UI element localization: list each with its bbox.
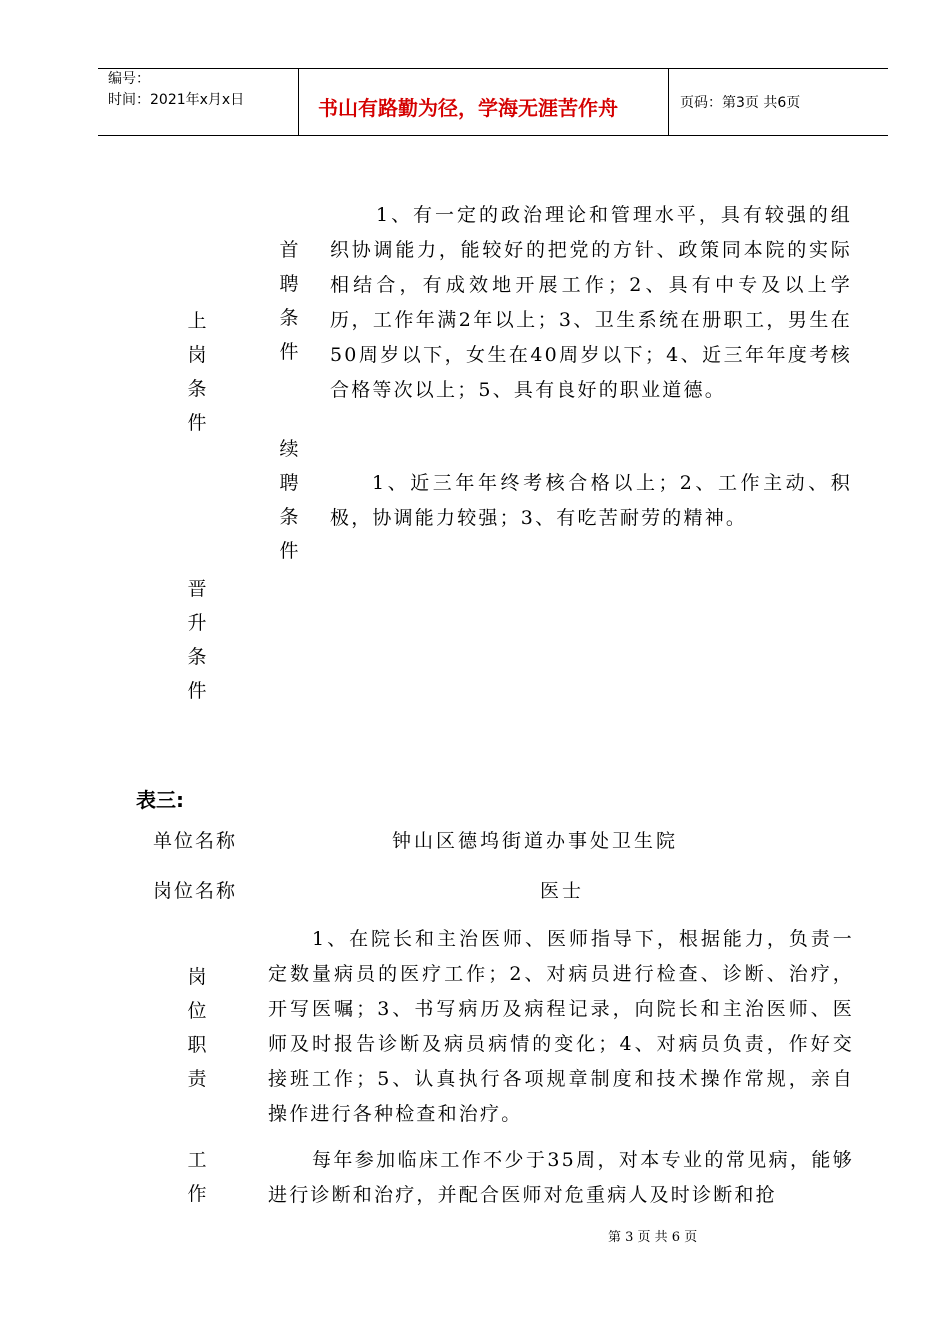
- section-label-shanggang: 上 岗 条 件: [187, 310, 207, 434]
- renewal-label: 续 聘 条 件: [279, 438, 299, 562]
- first-hire-text: 1、有一定的政治理论和管理水平，具有较强的组织协调能力，能较好的把党的方针、政策同本院的实际相结合，有成效地开展工作；2、具有中专及以上学历，工作年满2年以上；3、卫生系统在册职工，男生在50周岁以下，女生在40周岁以下；4、近三年年度考核合格等次以上；5、具有良好的职业道德。: [330, 204, 852, 401]
- renewal-text: 1、近三年年终考核合格以上；2、工作主动、积极，协调能力较强；3、有吃苦耐劳的精神。: [330, 472, 852, 529]
- post-name-value: 医士: [540, 880, 585, 902]
- time-label: 时间：2021年x月x日: [108, 92, 245, 108]
- first-hire-label: 首 聘 条 件: [279, 239, 299, 363]
- unit-name-value: 钟山区德坞街道办事处卫生院: [392, 830, 679, 852]
- page-footer: 第 3 页 共 6 页: [608, 1230, 698, 1245]
- code-label: 编号：: [108, 71, 150, 87]
- page-info: 页码：第3页 共6页: [680, 95, 801, 111]
- header-divider-left: [298, 68, 299, 136]
- table3-title: 表三:: [136, 788, 184, 812]
- duty-label: 岗 位 职 责: [187, 966, 207, 1090]
- duty-text: 1、在院长和主治医师、医师指导下，根据能力，负责一定数量病员的医疗工作；2、对病员进行检查、诊断、治疗，开写医嘱；3、书写病历及病程记录，向院长和主治医师、医师及时报告诊断及病员病情的变化；4、对病员负责，作好交接班工作；5、认真执行各项规章制度和技术操作常规，亲自操作进行各种检查和治疗。: [268, 928, 854, 1125]
- header-divider-right: [668, 68, 669, 136]
- promotion-label: 晋 升 条 件: [187, 578, 207, 702]
- header-bottom-rule: [98, 135, 888, 136]
- unit-name-label: 单位名称: [153, 830, 238, 852]
- header-motto: 书山有路勤为径，学海无涯苦作舟: [318, 96, 618, 120]
- work-label: 工 作: [187, 1149, 207, 1205]
- header-top-rule: [98, 68, 888, 69]
- work-text: 每年参加临床工作不少于35周，对本专业的常见病，能够进行诊断和治疗，并配合医师对危重病人及时诊断和抢: [268, 1149, 854, 1206]
- post-name-label: 岗位名称: [153, 880, 238, 902]
